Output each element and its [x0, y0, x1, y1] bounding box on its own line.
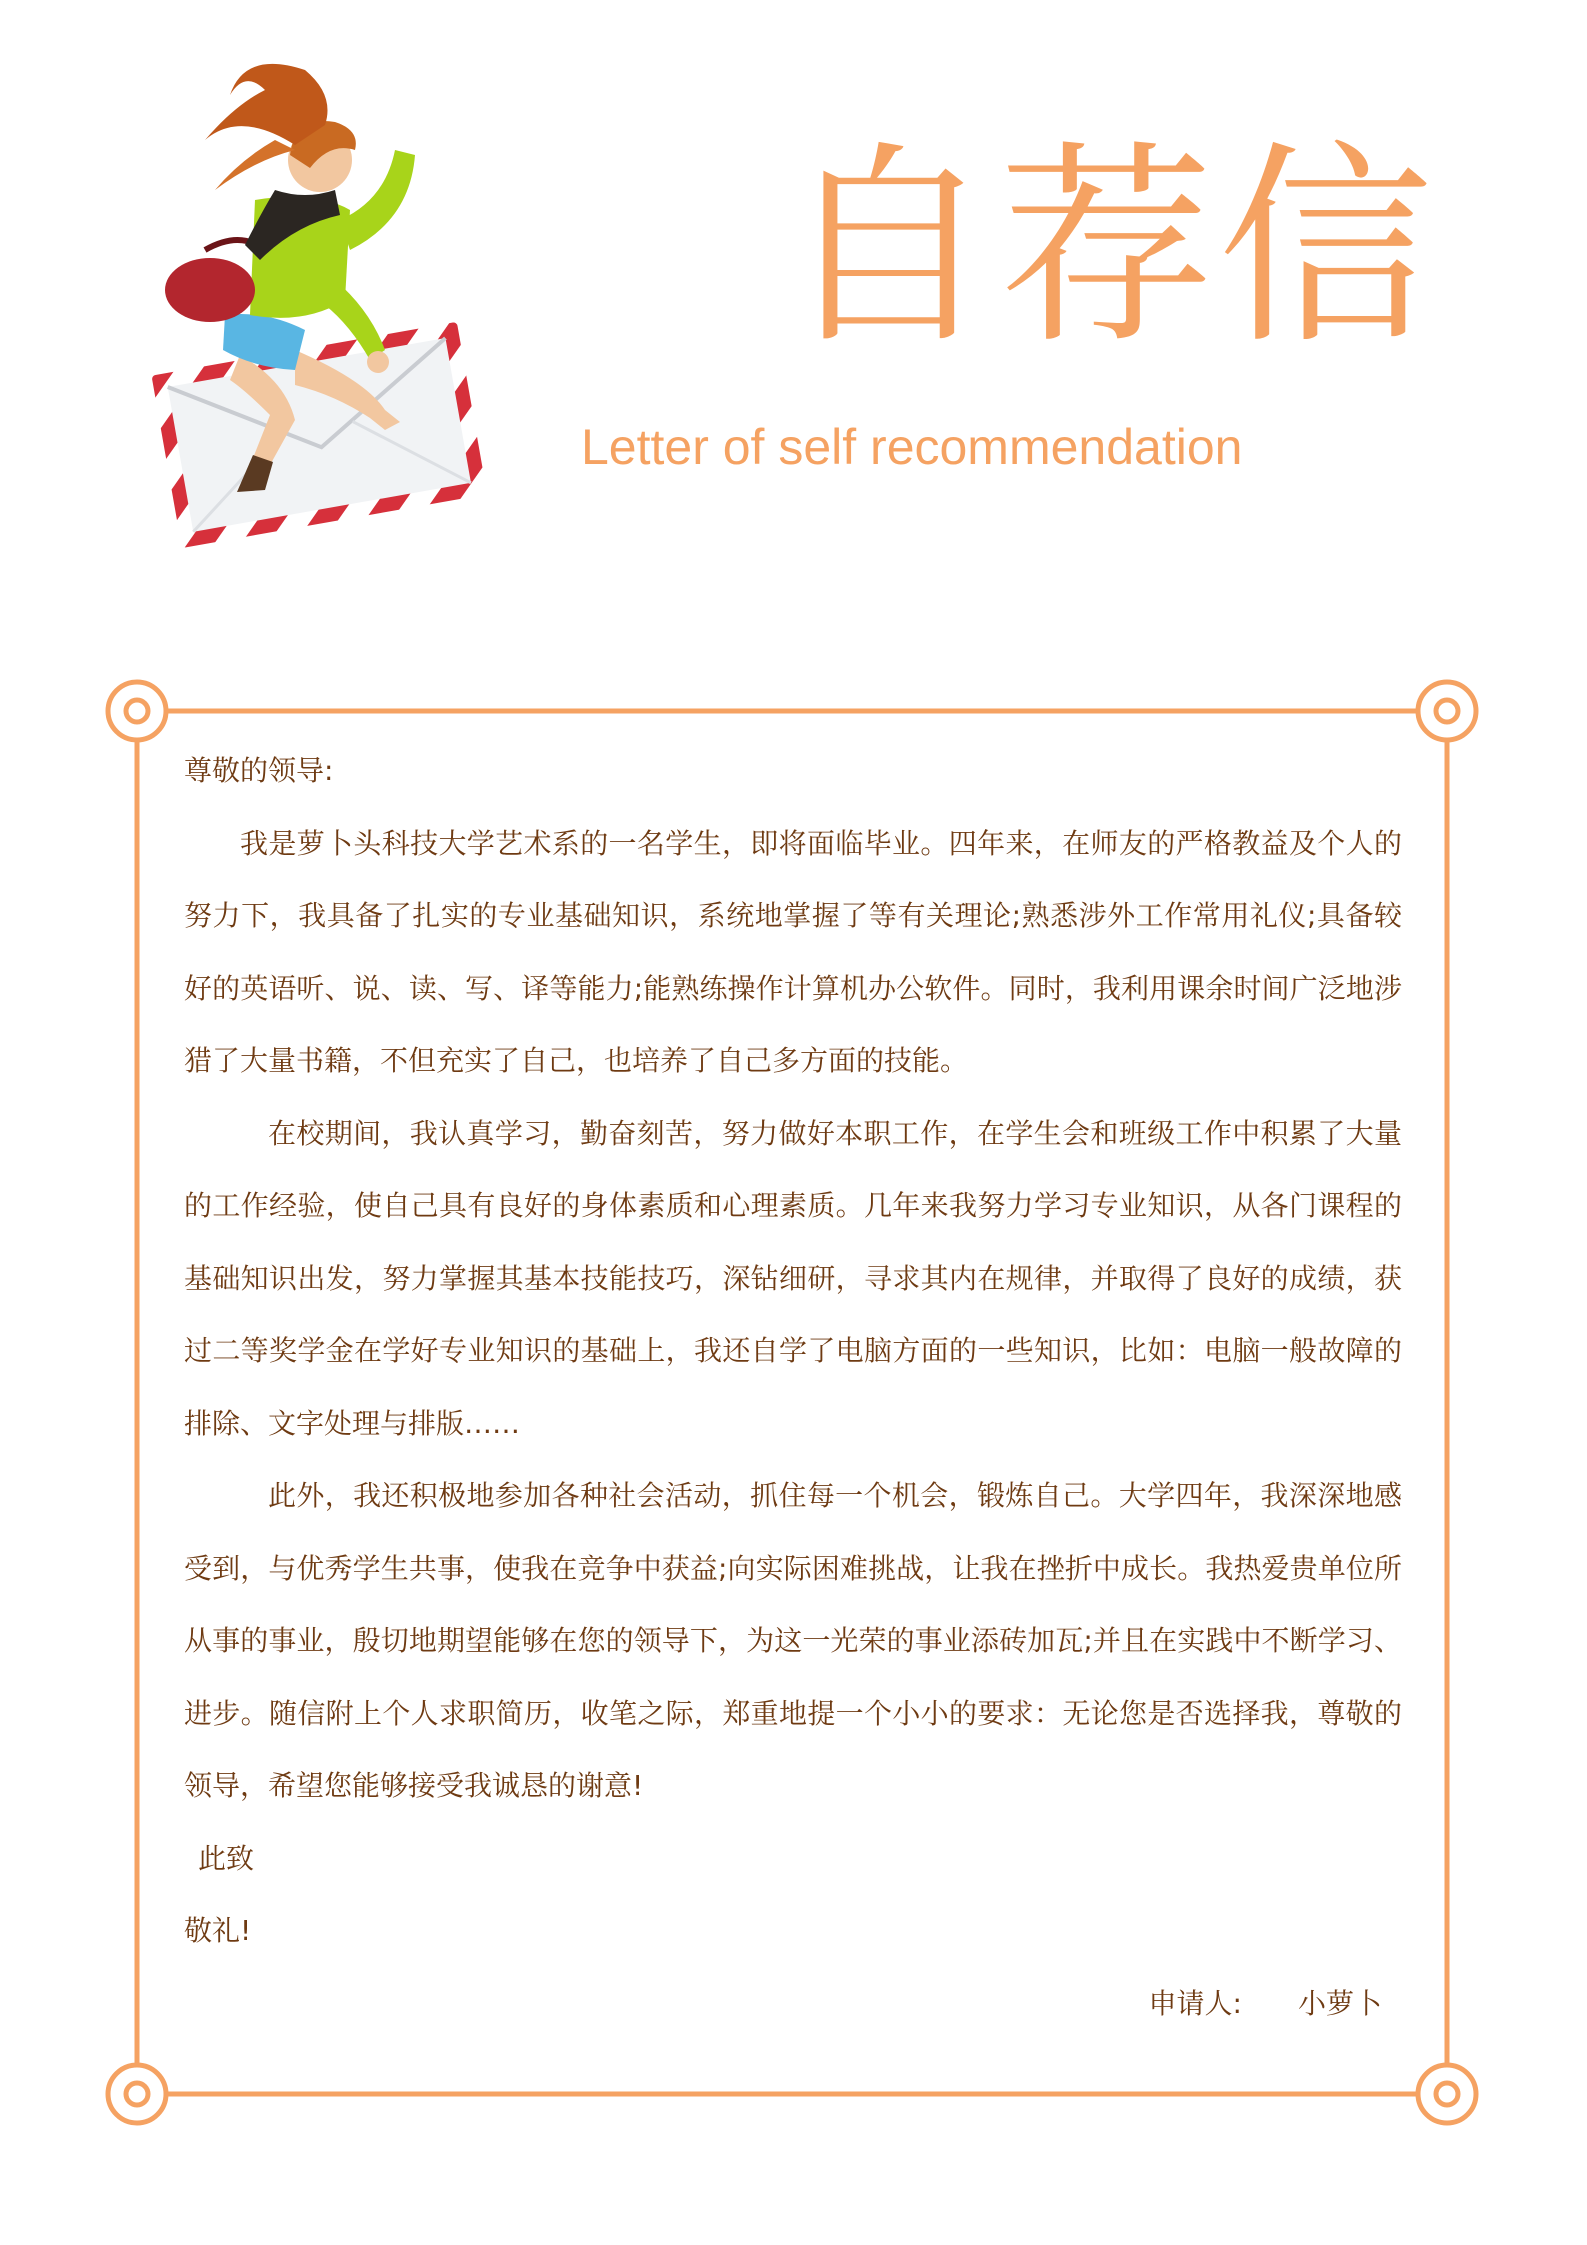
ring-corner-ornament — [1418, 2065, 1476, 2123]
paragraph: 在校期间，我认真学习，勤奋刻苦，努力做好本职工作，在学生会和班级工作中积累了大量的工作经验，使自己具有良好的身体素质和心理素质。几年来我努力学习专业知识，从各门课程的基础知识出发，努力掌握其基本技能技巧，深钻细研，寻求其内在规律，并取得了良好的成绩，获过二等奖学金在学好专业知识的基础上，我还自学了电脑方面的一些知识，比如：电脑一般故障的排除、文字处理与排版…… — [184, 1116, 1402, 1440]
salutation: 尊敬的领导: — [184, 754, 334, 787]
ring-corner-ornament — [108, 682, 166, 740]
page-title: 自荐信 — [780, 122, 1437, 373]
girl-riding-envelope-illustration — [145, 50, 495, 550]
paragraph: 我是萝卜头科技大学艺术系的一名学生，即将面临毕业。四年来，在师友的严格教益及个人的努力下，我具备了扎实的专业基础知识，系统地掌握了等有关理论;熟悉涉外工作常用礼仪;具备较好的英语听、说、读、写、译等能力;能熟练操作计算机办公软件。同时，我利用课余时间广泛地涉猎了大量书籍，不但充实了自己，也培养了自己多方面的技能。 — [184, 826, 1402, 1077]
paragraph: 此外，我还积极地参加各种社会活动，抓住每一个机会，锻炼自己。大学四年，我深深地感受到，与优秀学生共事，使我在竞争中获益;向实际困难挑战，让我在挫折中成长。我热爱贵单位所从事的事业，殷切地期望能够在您的领导下，为这一光荣的事业添砖加瓦;并且在实践中不断学习、进步。随信附上个人求职简历，收笔之际，郑重地提一个小小的要求：无论您是否选择我，尊敬的领导，希望您能够接受我诚恳的谢意! — [184, 1479, 1402, 1802]
closing-line: 敬礼! — [184, 1914, 252, 1947]
signature — [184, 1968, 1402, 2041]
letter-body — [184, 735, 1402, 2040]
ring-corner-ornament — [108, 2065, 166, 2123]
closing-line: 此致 — [198, 1841, 255, 1875]
signature-label: 申请人: — [1148, 1986, 1242, 2020]
signature-name: 小萝卜 — [1297, 1986, 1382, 2020]
page-subtitle: Letter of self recommendation — [581, 419, 1243, 475]
ring-corner-ornament — [1418, 682, 1476, 740]
